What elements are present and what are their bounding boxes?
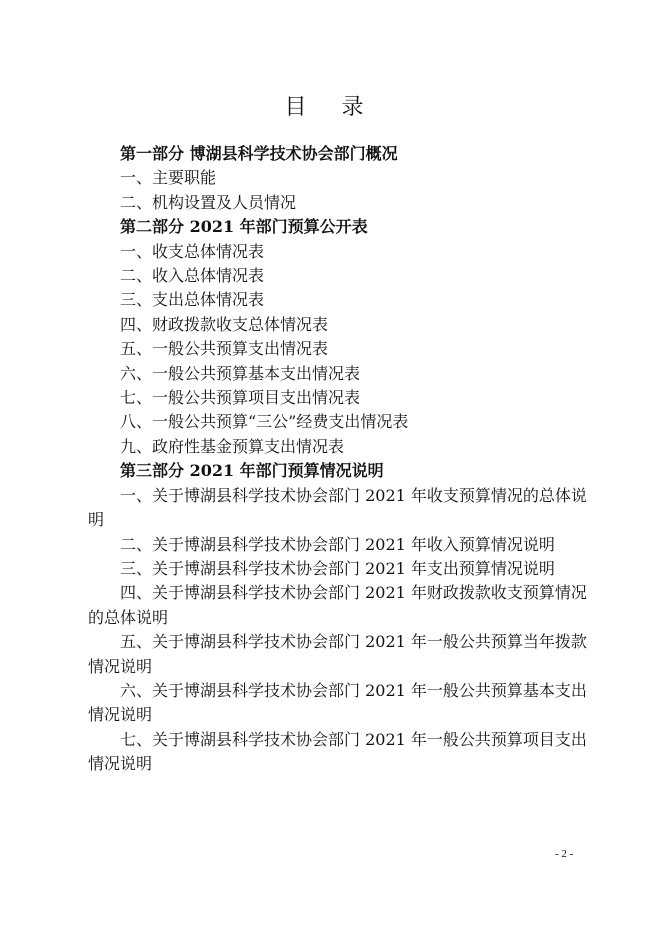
toc-part2-item: 四、财政拨款收支总体情况表	[120, 314, 329, 334]
toc-part3-item: 三、关于博湖县科学技术协会部门 2021 年支出预算情况说明	[120, 558, 555, 578]
toc-part1-item: 一、主要职能	[120, 168, 217, 188]
toc-part3-item: 四、关于博湖县科学技术协会部门 2021 年财政拨款收支预算情况的总体说明	[88, 583, 587, 627]
toc-part2-item: 六、一般公共预算基本支出情况表	[120, 363, 361, 383]
toc-part2-item: 二、收入总体情况表	[120, 266, 265, 286]
toc-part3-item: 六、关于博湖县科学技术协会部门 2021 年一般公共预算基本支出情况说明	[88, 680, 587, 725]
toc-part1-heading: 第一部分 博湖县科学技术协会部门概况	[120, 144, 398, 163]
toc-part1-item: 二、机构设置及人员情况	[120, 192, 297, 212]
toc-part2-heading: 第二部分 2021 年部门预算公开表	[120, 217, 368, 237]
toc-part2-item: 一、收支总体情况表	[120, 241, 265, 261]
page-number: - 2 -	[555, 848, 574, 860]
toc-part2-item: 七、一般公共预算项目支出情况表	[120, 388, 361, 408]
toc-part2-item: 九、政府性基金预算支出情况表	[120, 436, 345, 456]
toc-part3-item: 一、关于博湖县科学技术协会部门 2021 年收支预算情况的总体说明	[88, 485, 587, 530]
toc-part3-heading: 第三部分 2021 年部门预算情况说明	[120, 461, 384, 481]
toc-part3-item: 七、关于博湖县科学技术协会部门 2021 年一般公共预算项目支出情况说明	[88, 729, 587, 774]
toc-part2-item: 三、支出总体情况表	[120, 290, 265, 310]
toc-part3-item: 五、关于博湖县科学技术协会部门 2021 年一般公共预算当年拨款情况说明	[88, 632, 587, 676]
table-of-contents	[88, 142, 588, 777]
toc-part2-item: 五、一般公共预算支出情况表	[120, 339, 329, 359]
toc-part3-item: 二、关于博湖县科学技术协会部门 2021 年收入预算情况说明	[120, 534, 555, 554]
toc-part2-item: 八、一般公共预算“三公”经费支出情况表	[120, 412, 409, 432]
page-title: 目 录	[284, 95, 378, 120]
